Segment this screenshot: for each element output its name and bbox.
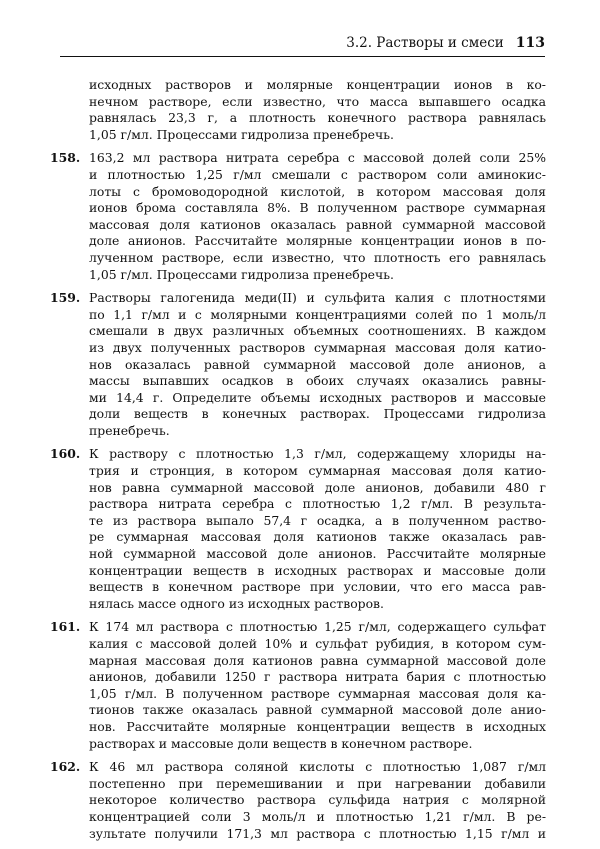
- header-rule: [60, 56, 545, 57]
- text-line: массы выпавших осадков в обоих случаях оказались равны-: [89, 373, 546, 389]
- text-line: нов равна суммарной массовой доле анионов, добавили 480 г: [89, 479, 546, 495]
- section-title: 3.2. Растворы и смеси: [346, 35, 504, 51]
- text-line: ми 14,4 г. Определите объемы исходных растворов и массовые: [89, 389, 546, 405]
- problem-160: [50, 446, 546, 612]
- problem-text: [89, 619, 546, 752]
- problem-text: [89, 759, 546, 842]
- text-line: ной суммарной массовой доле анионов. Рассчитайте молярные: [89, 546, 546, 562]
- text-line: К раствору с плотностью 1,3 г/мл, содержащему хлориды на-: [89, 446, 546, 462]
- text-line: и плотностью 1,25 г/мл смешали с раствором соли аминокис-: [89, 166, 546, 182]
- text-line: нялась массе одного из исходных растворов.: [89, 595, 384, 611]
- text-line: те из раствора выпало 57,4 г осадка, а в полученном раство-: [89, 512, 546, 528]
- text-line: лученном растворе, если известно, что плотность его равнялась: [89, 249, 546, 265]
- text-line: нечном растворе, если известно, что масса выпавшего осадка: [89, 93, 546, 109]
- text-line: раствора нитрата серебра с плотностью 1,2 г/мл. В результа-: [89, 496, 546, 512]
- text-line: по 1,1 г/мл и с молярными концентрациями солей по 1 моль/л: [89, 306, 546, 322]
- text-line: ионов брома составляла 8%. В полученном растворе суммарная: [89, 200, 546, 216]
- text-line: смешали в двух различных объемных соотношениях. В каждом: [89, 323, 546, 339]
- text-line: растворах и массовые доли веществ в конечном растворе.: [89, 735, 473, 751]
- problem-text: [89, 290, 546, 439]
- running-header: [60, 34, 545, 52]
- text-line: из двух полученных растворов суммарная массовая доля катио-: [89, 339, 546, 355]
- text-line: исходных растворов и молярные концентрации ионов в ко-: [89, 77, 546, 92]
- page-content: [50, 77, 546, 842]
- text-line: доле анионов. Рассчитайте молярные концентрации ионов в по-: [89, 233, 546, 249]
- continuation-paragraph: [89, 77, 546, 143]
- text-line: тионов также оказалась равной суммарной массовой доле анио-: [89, 702, 546, 718]
- text-line: равнялась 23,3 г, а плотность конечного раствора равнялась: [89, 110, 546, 126]
- problem-158: [50, 150, 546, 283]
- problem-number: 158.: [50, 150, 81, 166]
- text-line: веществ в конечном растворе при условии, что его масса рав-: [89, 579, 546, 595]
- text-line: анионов, добавили 1250 г раствора нитрата бария с плотностью: [89, 669, 546, 685]
- problem-162: [50, 759, 546, 842]
- text-line: некоторое количество раствора сульфида натрия с молярной: [89, 792, 546, 808]
- text-line: ре суммарная массовая доля катионов также оказалась рав-: [89, 529, 546, 545]
- text-line: трия и стронция, в котором суммарная массовая доля катио-: [89, 463, 546, 479]
- problem-number: 161.: [50, 619, 81, 635]
- problem-159: [50, 290, 546, 439]
- text-line: 1,05 г/мл. В полученном растворе суммарная массовая доля ка-: [89, 685, 546, 701]
- text-line: доли веществ в конечных растворах. Процессами гидролиза: [89, 406, 546, 422]
- text-line: К 46 мл раствора соляной кислоты с плотностью 1,087 г/мл: [89, 759, 546, 775]
- problem-text: [89, 150, 546, 283]
- text-line: концентрацией соли 3 моль/л и плотностью 1,21 г/мл. В ре-: [89, 808, 546, 824]
- text-line: лоты с бромоводородной кислотой, в котором массовая доля: [89, 183, 546, 199]
- text-line: марная массовая доля катионов равна суммарной массовой доле: [89, 652, 546, 668]
- text-line: нов оказалась равной суммарной массовой доле анионов, а: [89, 356, 546, 372]
- text-line: концентрации веществ в исходных растворах и массовые доли: [89, 562, 546, 578]
- text-line: зультате получили 171,3 мл раствора с плотностью 1,15 г/мл и: [89, 825, 546, 841]
- text-line: пренебречь.: [89, 422, 170, 438]
- text-line: Растворы галогенида меди(II) и сульфита калия с плотностями: [89, 290, 546, 306]
- problem-text: [89, 446, 546, 612]
- text-line: 1,05 г/мл. Процессами гидролиза пренебречь.: [89, 266, 394, 282]
- problem-number: 160.: [50, 446, 81, 462]
- text-line: 1,05 г/мл. Процессами гидролиза пренебречь.: [89, 126, 394, 142]
- text-line: постепенно при перемешивании и при нагревании добавили: [89, 775, 546, 791]
- text-line: калия с массовой долей 10% и сульфат рубидия, в котором сум-: [89, 636, 546, 651]
- text-line: 163,2 мл раствора нитрата серебра с массовой долей соли 25%: [89, 150, 546, 166]
- problem-161: [50, 619, 546, 752]
- problem-number: 162.: [50, 759, 81, 775]
- problem-number: 159.: [50, 290, 81, 306]
- text-line: нов. Рассчитайте молярные концентрации веществ в исходных: [89, 718, 546, 734]
- text-line: массовая доля катионов оказалась равной суммарной массовой: [89, 216, 546, 232]
- page-number: 113: [515, 35, 545, 51]
- text-line: К 174 мл раствора с плотностью 1,25 г/мл, содержащего сульфат: [89, 619, 546, 635]
